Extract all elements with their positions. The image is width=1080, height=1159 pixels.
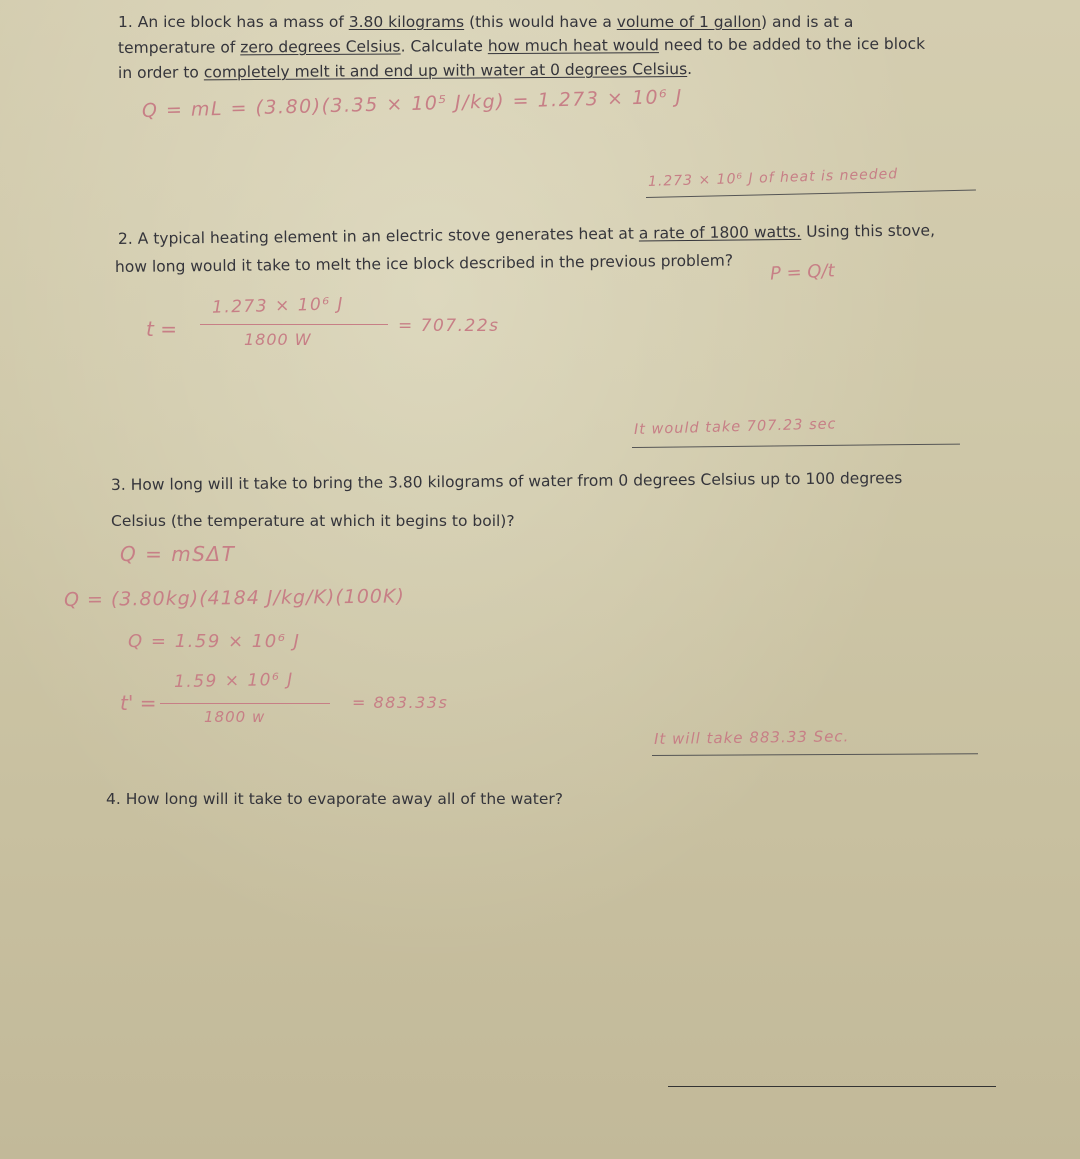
q2-side-formula: P = Q/t [769,260,836,285]
q3-fraction-bar [160,703,330,704]
q2-numerator: 1.273 × 10⁶ J [211,294,345,318]
q1-l2-a: temperature of [117,38,241,57]
q4-text: How long will it take to evaporate away all of the water? [125,790,564,808]
q2-result: = 707.22s [398,316,500,336]
q1-text-e: ) and is at a [761,13,854,31]
q2-answer-line [632,444,960,448]
q1-answer-line [646,190,976,198]
q4-answer-line [668,1086,996,1087]
q2-l1-c: Using this stove, [801,221,936,241]
q1-l3-c: . [687,59,693,79]
q1-l2-c: . Calculate [400,37,488,56]
q1-work-formula: Q = mL = (3.80)(3.35 × 10⁵ J/kg) = 1.273 × 10⁶ J [141,85,684,122]
q3-numerator: 1.59 × 10⁶ J [173,669,294,693]
q2-answer: It would take 707.23 sec [633,416,837,438]
q2-number: 2. [117,229,133,248]
q1-temperature: zero degrees Celsius [240,37,401,57]
q3-l1: How long will it take to bring the 3.80 kilograms of water from 0 degrees Celsius up to 100 degrees [130,469,903,494]
q2-fraction-bar [200,324,388,325]
q1-volume: volume of 1 gallon [616,13,762,31]
q4-number: 4. [106,790,121,808]
q1-number: 1. [118,13,133,31]
q1-line-3 [118,57,692,85]
q3-line-2 [111,509,515,533]
q3-work-2: Q = (3.80kg)(4184 J/kg/K)(100K) [63,585,405,611]
q3-answer: It will take 883.33 Sec. [653,727,850,748]
q1-answer: 1.273 × 10⁶ J of heat is needed [647,166,899,190]
q3-answer-line [652,753,978,756]
q2-l1-a: A typical heating element in an electric stove generates heat at [137,224,639,248]
q2-t-label: t = [146,317,177,341]
q1-line-2 [118,32,925,60]
q2-denominator: 1800 W [244,330,312,349]
q2-line-1 [118,218,935,251]
q3-number: 3. [110,475,126,494]
q1-mass: 3.80 kilograms [348,13,465,31]
q1-text-a: An ice block has a mass of [137,13,349,31]
q3-line-1 [111,466,903,497]
q3-t-label: t' = [120,691,157,715]
q2-line-2 [115,249,733,279]
q2-rate: a rate of 1800 watts. [638,222,802,243]
q1-l2-e: need to be added to the ice block [658,34,926,55]
q3-denominator: 1800 w [204,708,266,726]
q3-result: = 883.33s [352,693,449,712]
q4-line-1 [106,787,563,811]
q3-l2: Celsius (the temperature at which it begins to boil)? [111,512,515,530]
q1-goal: completely melt it and end up with water at 0 degrees Celsius [203,60,688,82]
q1-heat: how much heat would [487,36,659,56]
q1-text-c: (this would have a [464,13,617,31]
q3-work-1: Q = mSΔT [120,542,236,566]
q2-l2: how long would it take to melt the ice block described in the previous problem? [114,251,734,276]
q1-line-1 [118,10,853,34]
q1-l3-a: in order to [117,63,204,82]
q3-work-3: Q = 1.59 × 10⁶ J [128,631,301,652]
